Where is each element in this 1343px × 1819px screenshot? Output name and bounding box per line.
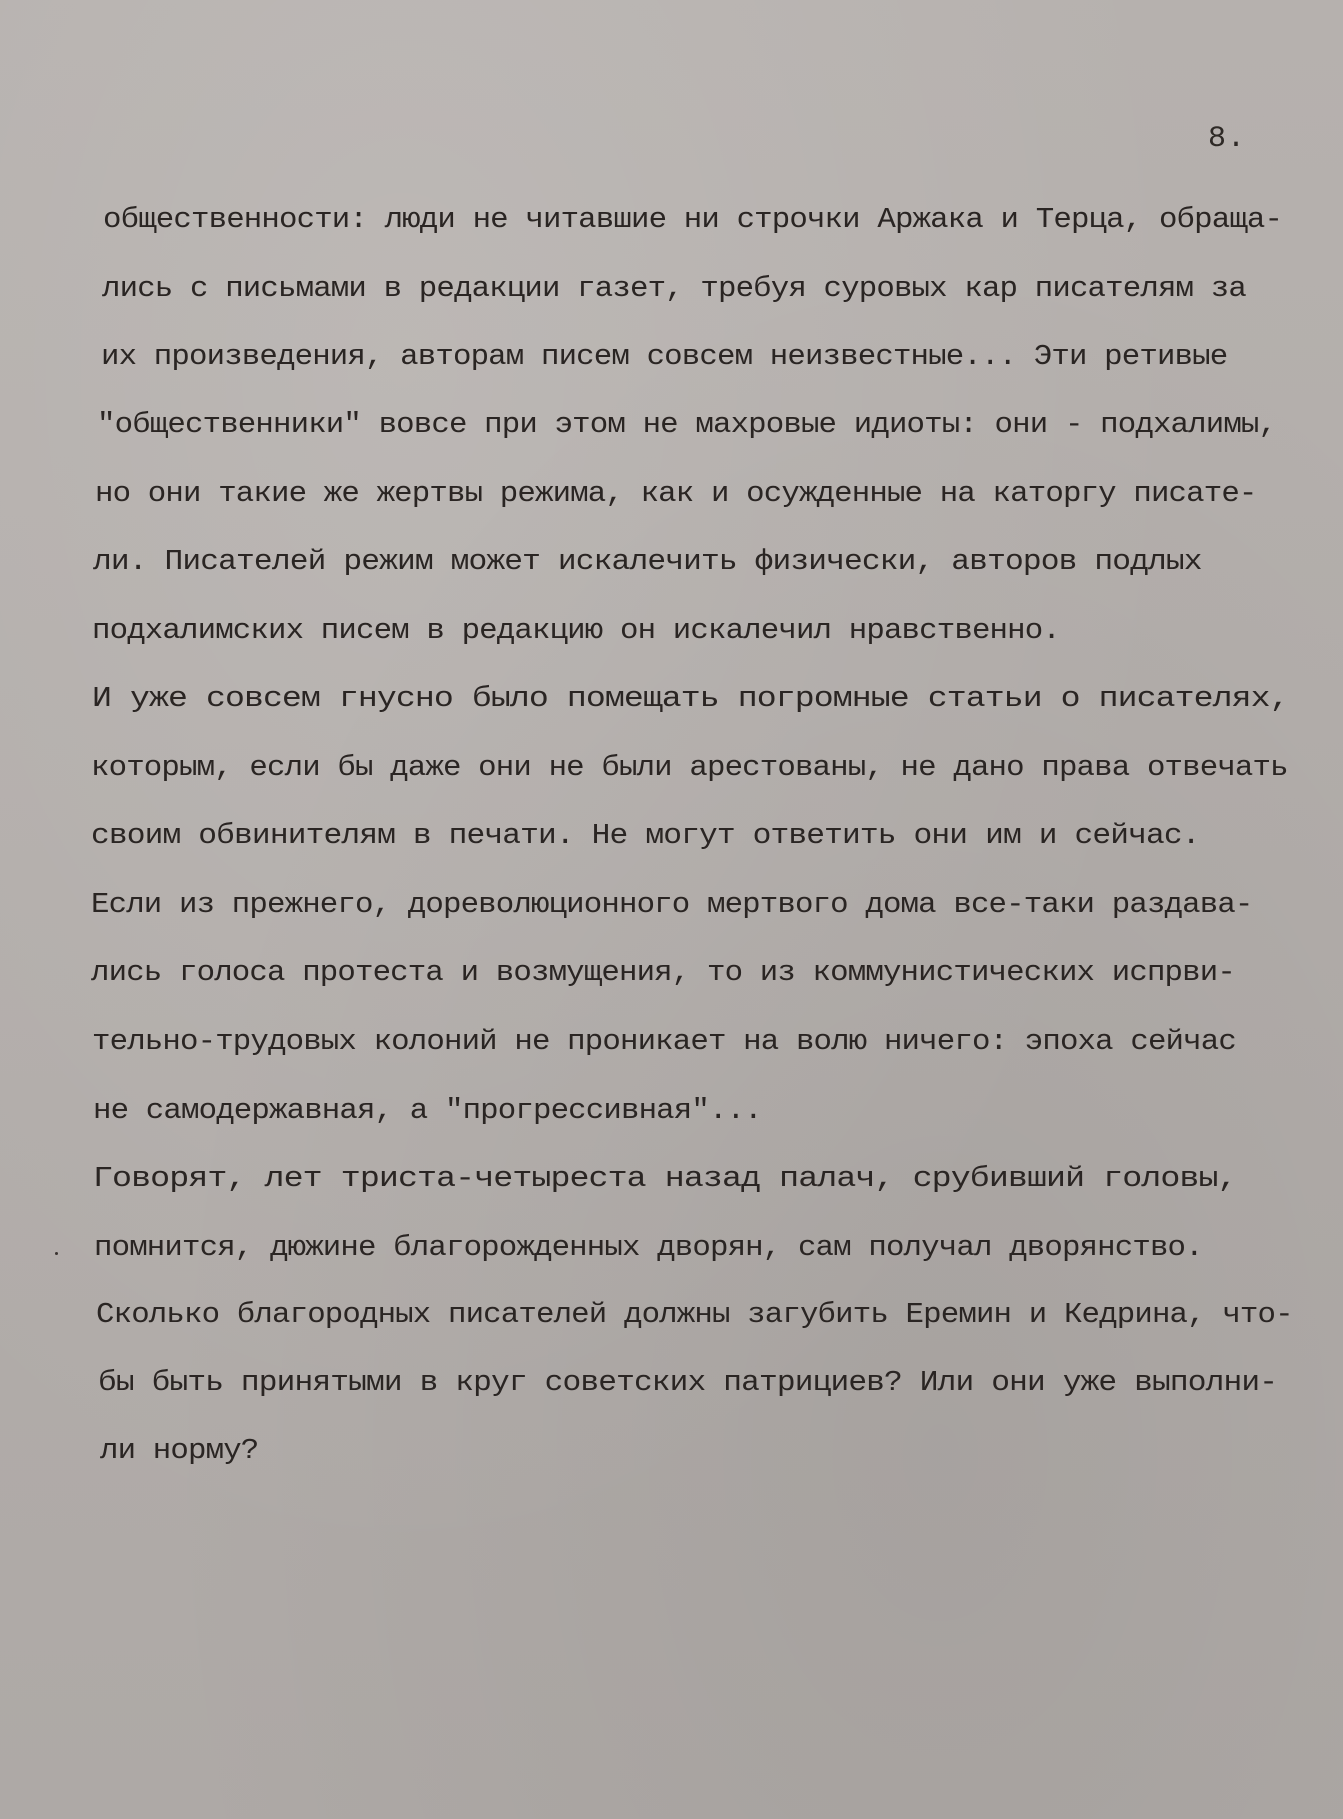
text-line: "общественники" вовсе при этом не махровые идиоты: они - подхалимы, (97, 408, 1277, 441)
text-line paragraph-start: И уже совсем гнусно было помещать погромные статьи о писателях, (92, 682, 1289, 715)
text-line: общественности: люди не читавшие ни строчки Аржака и Терца, обраща- (103, 203, 1283, 236)
text-line: подхалимских писем в редакцию он искалечил нравственно. (92, 614, 1060, 647)
text-line: бы быть принятыми в круг советских патрициев? Или они уже выполни- (98, 1366, 1278, 1399)
text-line: Сколько благородных писателей должны загубить Еремин и Кедрина, что- (96, 1298, 1293, 1331)
text-line: тельно-трудовых колоний не проникает на волю ничего: эпоха сейчас (92, 1025, 1236, 1058)
text-line: не самодержавная, а "прогрессивная"... (93, 1094, 762, 1127)
text-line paragraph-start: Говорят, лет триста-четыреста назад палач, срубивший головы, (93, 1162, 1237, 1195)
text-line: ли. Писателей режим может искалечить физически, авторов подлых (93, 545, 1202, 578)
text-line: ли норму? (100, 1434, 259, 1467)
text-line: лись голоса протеста и возмущения, то из коммунистических испрви- (91, 956, 1235, 989)
text-line: помнится, дюжине благорожденных дворян, сам получал дворянство. (94, 1231, 1203, 1264)
text-line: лись с письмами в редакции газет, требуя суровых кар писателям за (102, 272, 1246, 305)
text-line: своим обвинителям в печати. Не могут ответить они им и сейчас. (91, 819, 1200, 852)
text-line: Если из прежнего, дореволюционного мертвого дома все-таки раздава- (91, 888, 1253, 921)
page-number: 8. (1208, 122, 1247, 156)
text-line: их произведения, авторам писем совсем неизвестные... Эти ретивые (101, 340, 1228, 373)
text-line: но они такие же жертвы режима, как и осужденные на каторгу писате- (95, 477, 1257, 510)
paper-speck (55, 1252, 58, 1255)
text-line: которым, если бы даже они не были арестованы, не дано права отвечать (91, 751, 1288, 784)
